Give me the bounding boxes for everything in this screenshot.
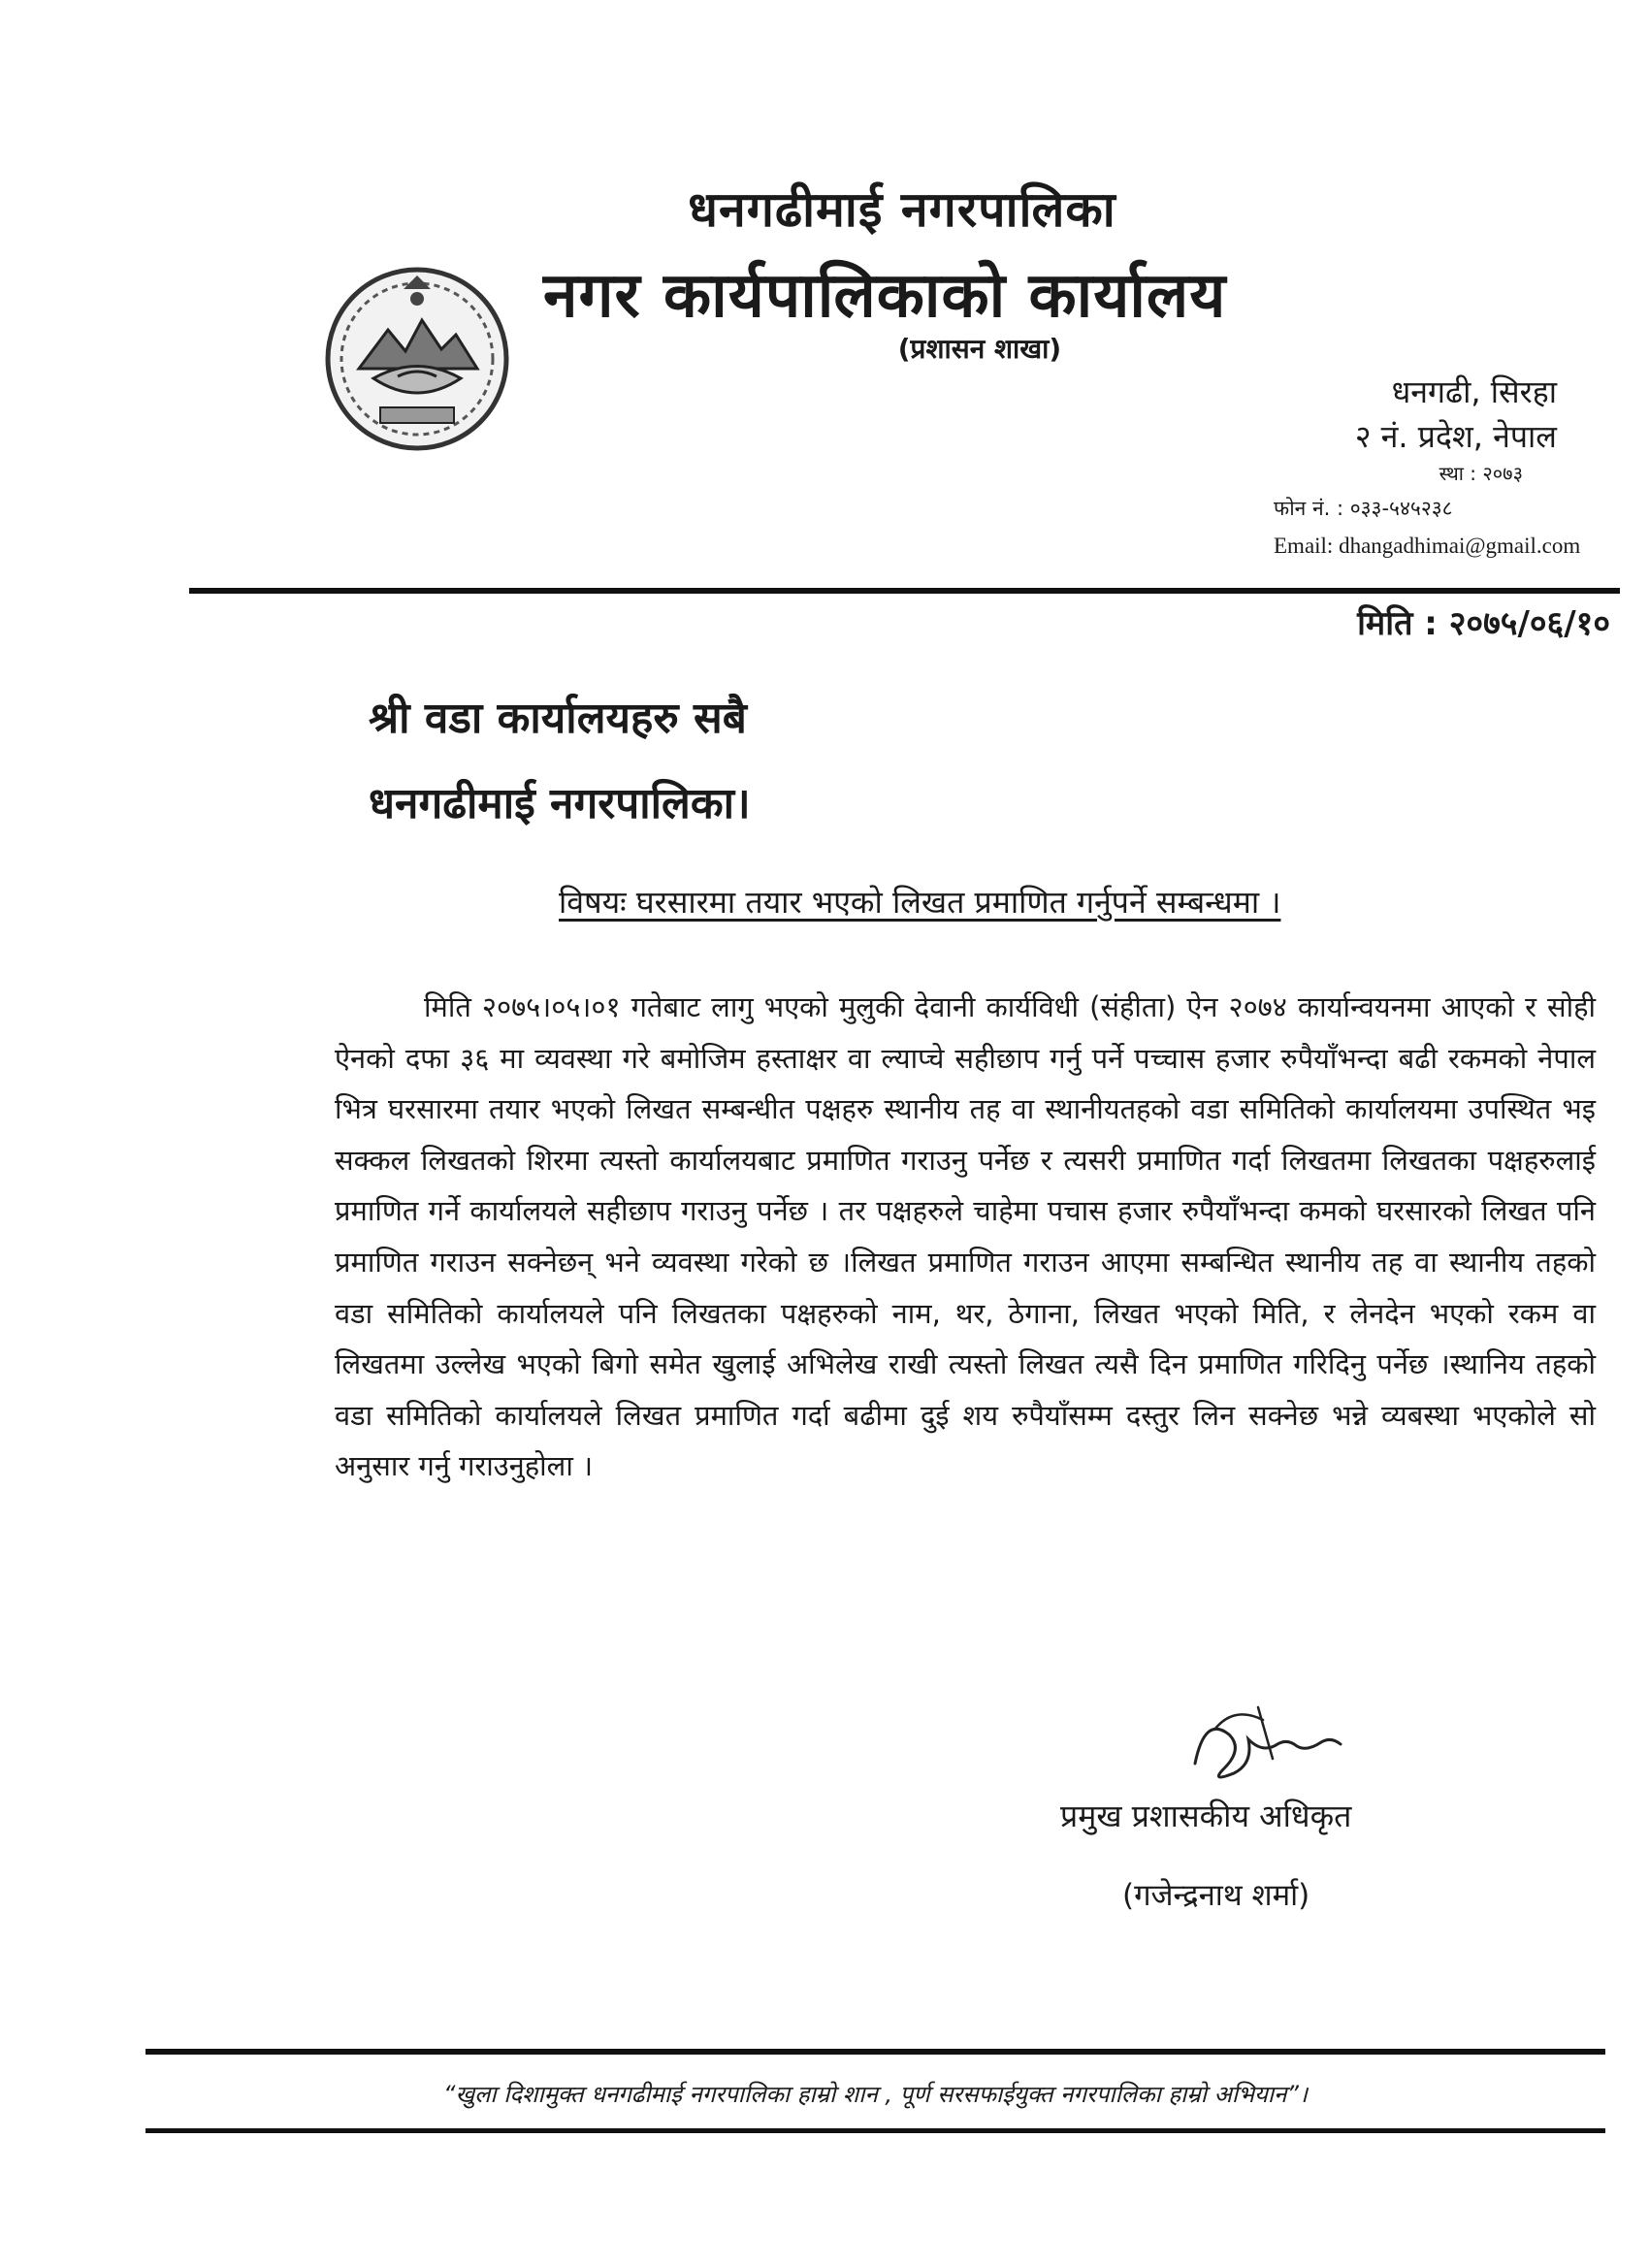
nepal-government-emblem-icon [320, 262, 514, 456]
address-line-1: धनगढी, सिरहा [1391, 373, 1557, 410]
letter-date: मिति : २०७५/०६/१० [1357, 604, 1610, 643]
letter-subject: विषयः घरसारमा तयार भएको लिखत प्रमाणित गर्नुपर्ने सम्बन्धमा । [559, 884, 1281, 921]
established-year: स्था : २०७३ [1439, 462, 1523, 485]
footer-divider-bottom [146, 2128, 1605, 2133]
organization-name: धनगढीमाई नगरपालिका [688, 181, 1116, 238]
signatory-name: (गजेन्द्रनाथ शर्मा) [1122, 1878, 1310, 1913]
footer-divider-top [146, 2049, 1605, 2055]
branch-name: (प्रशासन शाखा) [897, 333, 1062, 365]
header-divider [189, 588, 1620, 594]
letter-body: मिति २०७५।०५।०१ गतेबाट लागु भएको मुलुकी देवानी कार्यविधी (संहीता) ऐन २०७४ कार्यान्वयनमा आएको र सोही ऐनको दफा ३६ मा व्यवस्था गरे बमोजिम हस्ताक्षर वा ल्याप्चे सहीछाप गर्नु पर्ने पच्चास हजार रुपैयाँभन्दा बढी रकमको नेपाल भित्र घरसारमा तयार भएको लिखत सम्बन्धीत पक्षहरु स्थानीय तह वा स्थानीयतहको वडा समितिको कार्यालयमा उपस्थित भइ सक्कल लिखतको शिरमा त्यस्तो कार्यालयबाट प्रमाणित गराउनु पर्नेछ र त्यसरी प्रमाणित गर्दा लिखतमा लिखतका पक्षहरुलाई प्रमाणित गर्ने कार्यालयले सहीछाप गराउनु पर्नेछ । तर पक्षहरुले चाहेमा पचास हजार रुपैयाँभन्दा कमको घरसारको लिखत पनि प्रमाणित गराउन सक्नेछन् भने व्यवस्था गरेको छ ।लिखत प्रमाणित गराउन आएमा सम्बन्धित स्थानीय तह वा स्थानीय तहको वडा समितिको कार्यालयले पनि लिखतका पक्षहरुको नाम, थर, ठेगाना, लिखत भएको मिति, र लेनदेन भएको रकम वा लिखतमा उल्लेख भएको बिगो समेत खुलाई अभिलेख राखी त्यस्तो लिखत त्यसै दिन प्रमाणित गरिदिनु पर्नेछ ।स्थानिय तहको वडा समितिको कार्यालयले लिखत प्रमाणित गर्दा बढीमा दुई शय रुपैयाँसम्म दस्तुर लिन सक्नेछ भन्ने व्यबस्था भएकोले सो अनुसार गर्नु गराउनुहोला । [335, 990, 1596, 1483]
office-name: नगर कार्यपालिकाको कार्यालय [543, 260, 1227, 332]
footer-slogan: “खुला दिशामुक्त धनगढीमाई नगरपालिका हाम्रो शान , पूर्ण सरसफाईयुक्त नगरपालिका हाम्रो अभियान”। [443, 2081, 1308, 2108]
addressee-line-2: धनगढीमाई नगरपालिका। [369, 779, 751, 828]
handwritten-signature-icon [1176, 1696, 1350, 1793]
address-line-2: २ नं. प्रदेश, नेपाल [1354, 418, 1557, 455]
email-address: Email: dhangadhimai@gmail.com [1274, 534, 1581, 558]
signatory-designation: प्रमुख प्रशासकीय अधिकृत [1060, 1798, 1352, 1834]
addressee-line-1: श्री वडा कार्यालयहरु सबै [369, 694, 747, 743]
phone-number: फोन नं. : ०३३-५४५२३८ [1274, 497, 1453, 520]
